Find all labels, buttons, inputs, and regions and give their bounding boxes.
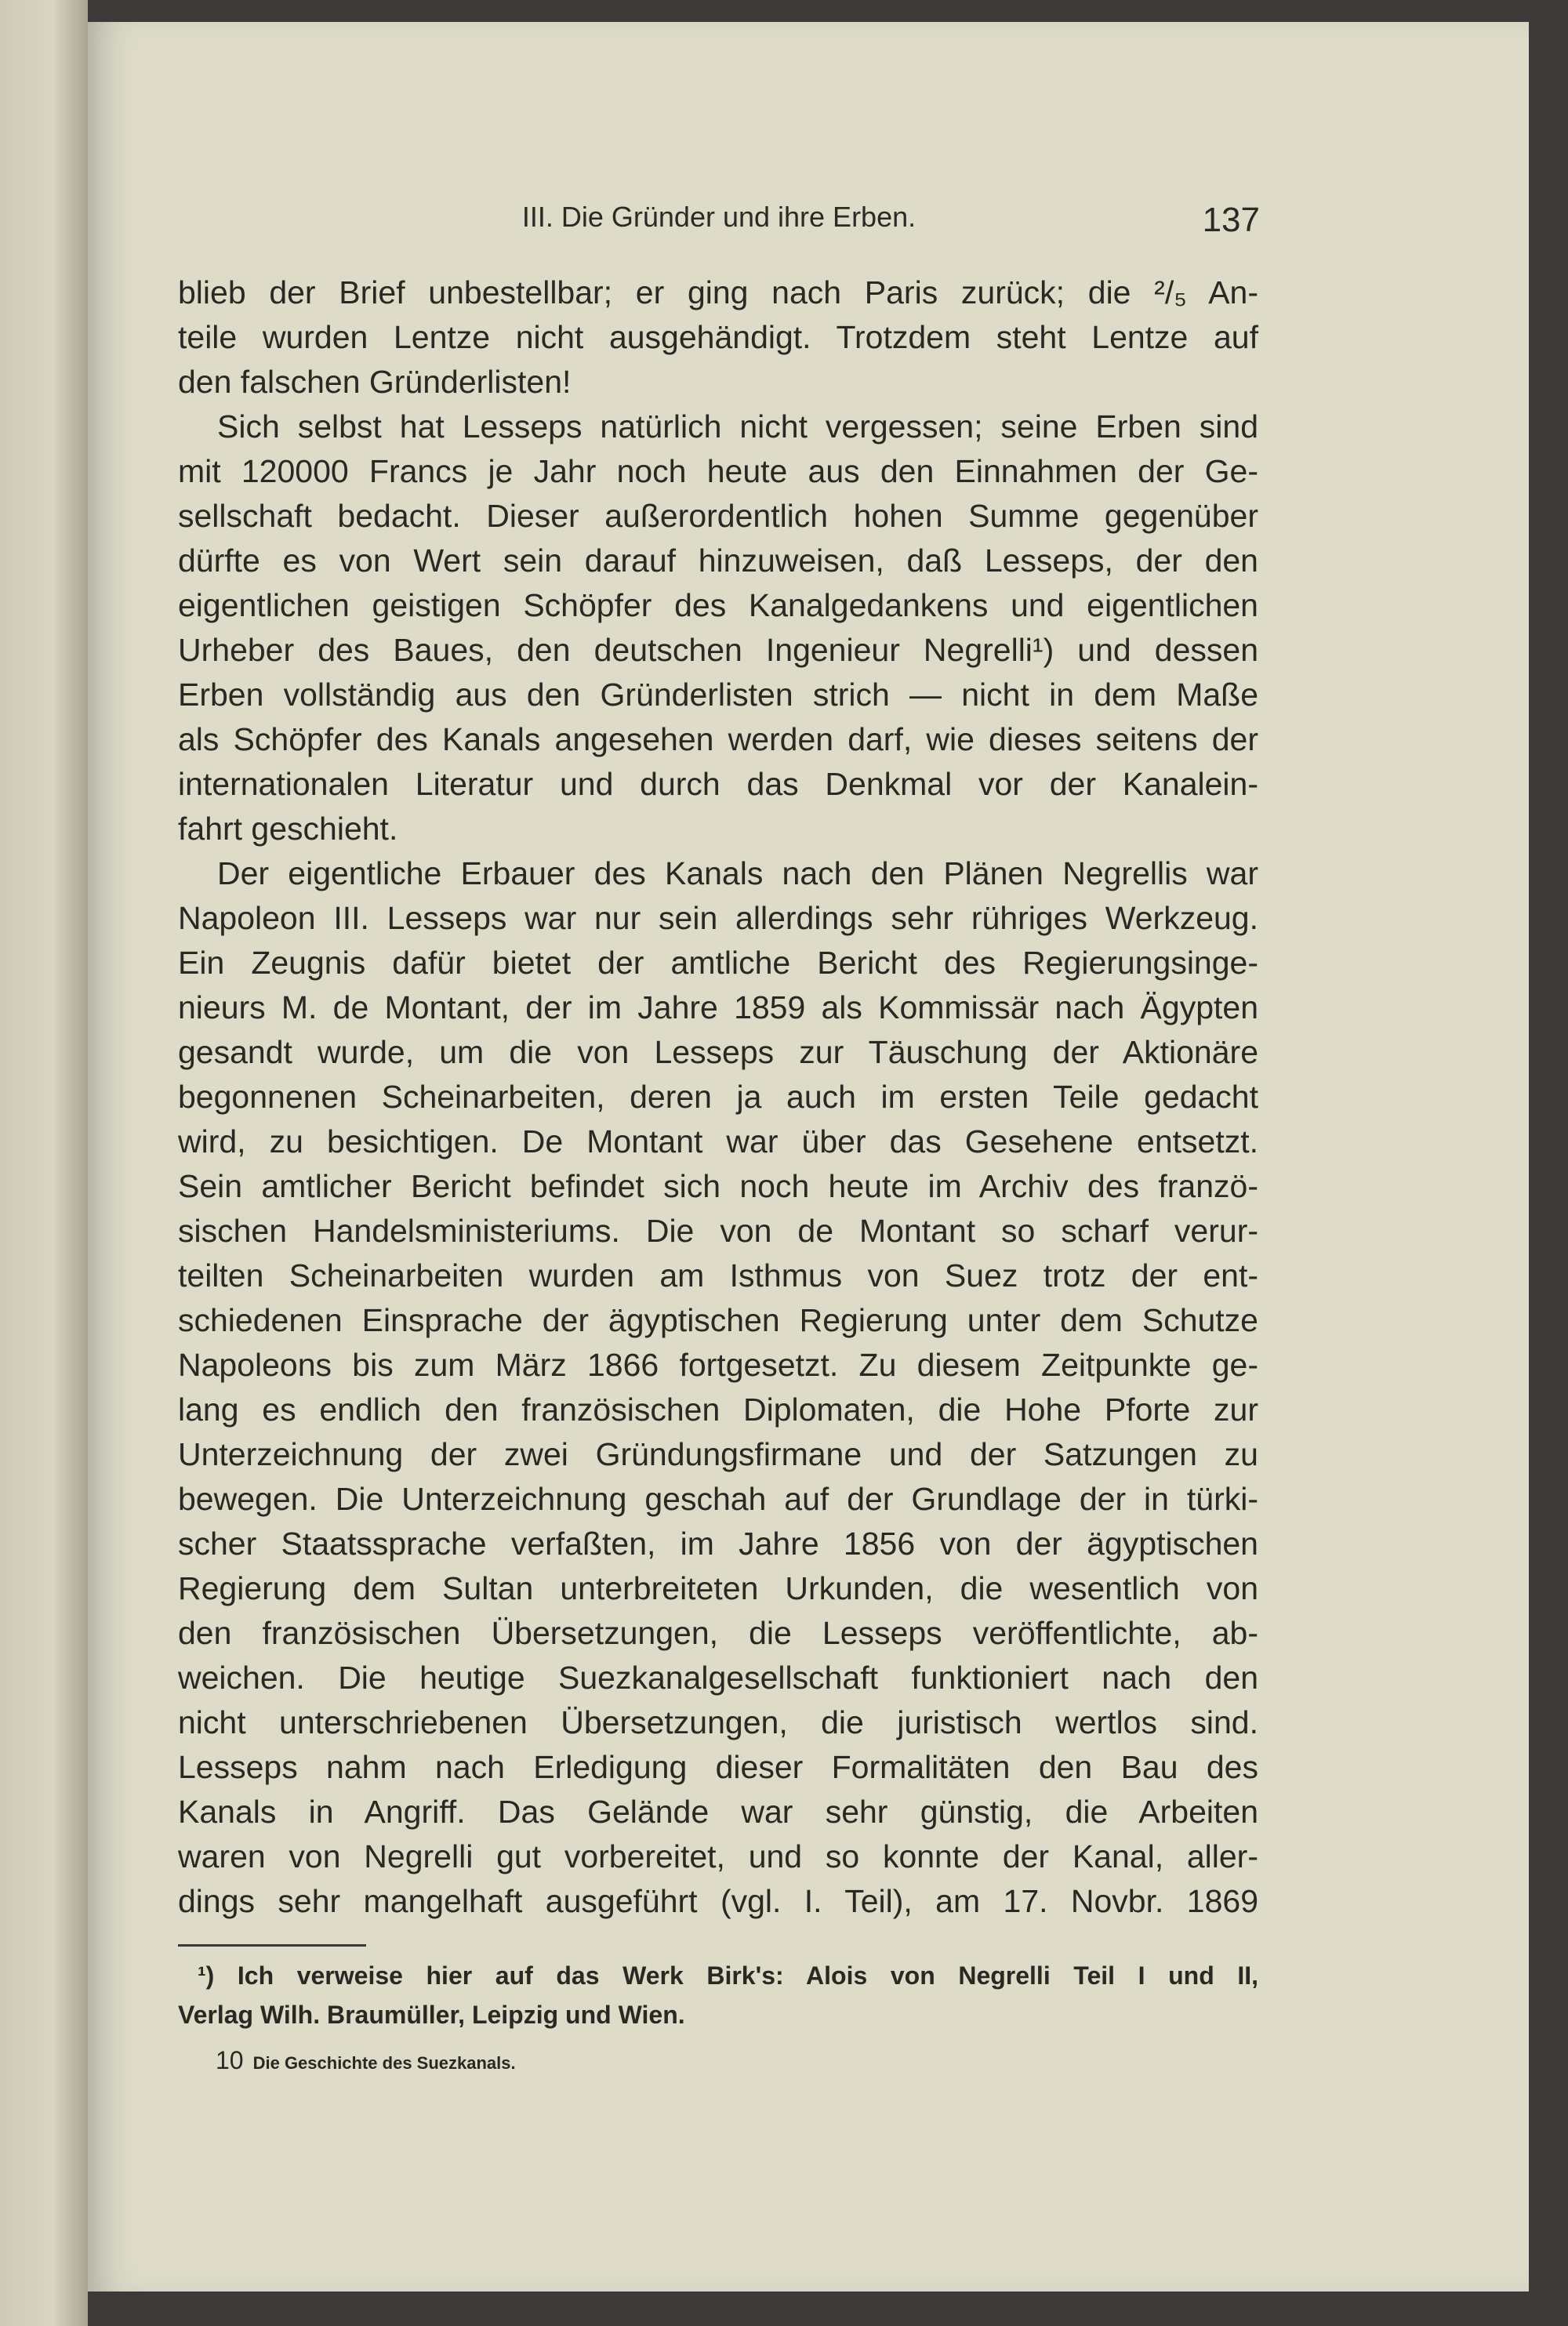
text-line: waren von Negrelli gut vorbereitet, und so konnte der Kanal, aller- [178, 1838, 1258, 1874]
text-line: teilten Scheinarbeiten wurden am Isthmus von Suez trotz der ent- [178, 1257, 1258, 1294]
text-line: fahrt geschieht. [178, 811, 398, 847]
text-line: Ein Zeugnis dafür bietet der amtliche Bericht des Regierungsinge- [178, 945, 1258, 981]
text-line: scher Staatssprache verfaßten, im Jahre 1856 von der ägyptischen [178, 1526, 1258, 1562]
printer-signature [216, 2046, 516, 2075]
chapter-title: III. Die Gründer und ihre Erben. [521, 201, 916, 233]
text-line: als Schöpfer des Kanals angesehen werden darf, wie dieses seitens der [178, 721, 1258, 757]
text-line: teile wurden Lentze nicht ausgehändigt. Trotzdem steht Lentze auf [178, 319, 1258, 355]
signature-text: Die Geschichte des Suezkanals. [252, 2053, 516, 2073]
text-line: Der eigentliche Erbauer des Kanals nach den Plänen Negrellis war [217, 855, 1258, 891]
text-line: bewegen. Die Unterzeichnung geschah auf der Grundlage der in türki- [178, 1481, 1258, 1517]
text-line: Lesseps nahm nach Erledigung dieser Formalitäten den Bau des [178, 1749, 1258, 1785]
text-line: lang es endlich den französischen Diplomaten, die Hohe Pforte zur [178, 1392, 1258, 1428]
text-line: Erben vollständig aus den Gründerlisten strich — nicht in dem Maße [178, 677, 1258, 713]
text-line: internationalen Literatur und durch das Denkmal vor der Kanalein- [178, 766, 1258, 802]
text-line: schiedenen Einsprache der ägyptischen Regierung unter dem Schutze [178, 1302, 1258, 1338]
text-line: mit 120000 Francs je Jahr noch heute aus den Einnahmen der Ge- [178, 453, 1258, 489]
running-header [178, 194, 1260, 241]
footnote-line: Verlag Wilh. Braumüller, Leipzig und Wien. [178, 2001, 685, 2029]
text-line: Sein amtlicher Bericht befindet sich noch heute im Archiv des franzö- [178, 1168, 1258, 1204]
text-line: begonnenen Scheinarbeiten, deren ja auch im ersten Teile gedacht [178, 1079, 1258, 1115]
text-line: nicht unterschriebenen Übersetzungen, die juristisch wertlos sind. [178, 1704, 1258, 1740]
text-line: sischen Handelsministeriums. Die von de Montant so scharf verur- [178, 1213, 1258, 1249]
text-line: Urheber des Baues, den deutschen Ingenieur Negrelli¹) und dessen [178, 632, 1258, 668]
text-line: Kanals in Angriff. Das Gelände war sehr günstig, die Arbeiten [178, 1794, 1258, 1830]
text-line: blieb der Brief unbestellbar; er ging nach Paris zurück; die ²/₅ An- [178, 274, 1258, 310]
footnote [178, 1956, 1258, 2034]
text-line: gesandt wurde, um die von Lesseps zur Täuschung der Aktionäre [178, 1034, 1258, 1070]
text-line: Napoleon III. Lesseps war nur sein allerdings sehr rühriges Werkzeug. [178, 900, 1258, 936]
text-line: weichen. Die heutige Suezkanalgesellschaft funktioniert nach den [178, 1660, 1258, 1696]
body-text [178, 270, 1258, 1924]
text-line: Napoleons bis zum März 1866 fortgesetzt. Zu diesem Zeitpunkte ge- [178, 1347, 1258, 1383]
text-line: Regierung dem Sultan unterbreiteten Urkunden, die wesentlich von [178, 1570, 1258, 1606]
page-number: 137 [1202, 201, 1260, 239]
text-line: dings sehr mangelhaft ausgeführt (vgl. I. Teil), am 17. Novbr. 1869 [178, 1883, 1258, 1919]
text-line: Unterzeichnung der zwei Gründungsfirmane und der Satzungen zu [178, 1436, 1258, 1472]
footnote-line: ¹) Ich verweise hier auf das Werk Birk's: Alois von Negrelli Teil I und II, [198, 1961, 1258, 1990]
footnote-rule [178, 1944, 366, 1947]
text-line: eigentlichen geistigen Schöpfer des Kanalgedankens und eigentlichen [178, 587, 1258, 623]
text-line: wird, zu besichtigen. De Montant war über das Gesehene entsetzt. [178, 1123, 1258, 1159]
text-line: sellschaft bedacht. Dieser außerordentlich hohen Summe gegenüber [178, 498, 1258, 534]
text-line: Sich selbst hat Lesseps natürlich nicht vergessen; seine Erben sind [217, 408, 1258, 445]
text-line: dürfte es von Wert sein darauf hinzuweisen, daß Lesseps, der den [178, 542, 1258, 579]
text-line: den falschen Gründerlisten! [178, 364, 572, 400]
text-line: den französischen Übersetzungen, die Lesseps veröffentlichte, ab- [178, 1615, 1258, 1651]
signature-number: 10 [216, 2046, 244, 2074]
previous-page-edge [0, 0, 88, 2326]
text-line: nieurs M. de Montant, der im Jahre 1859 als Kommissär nach Ägypten [178, 989, 1258, 1025]
